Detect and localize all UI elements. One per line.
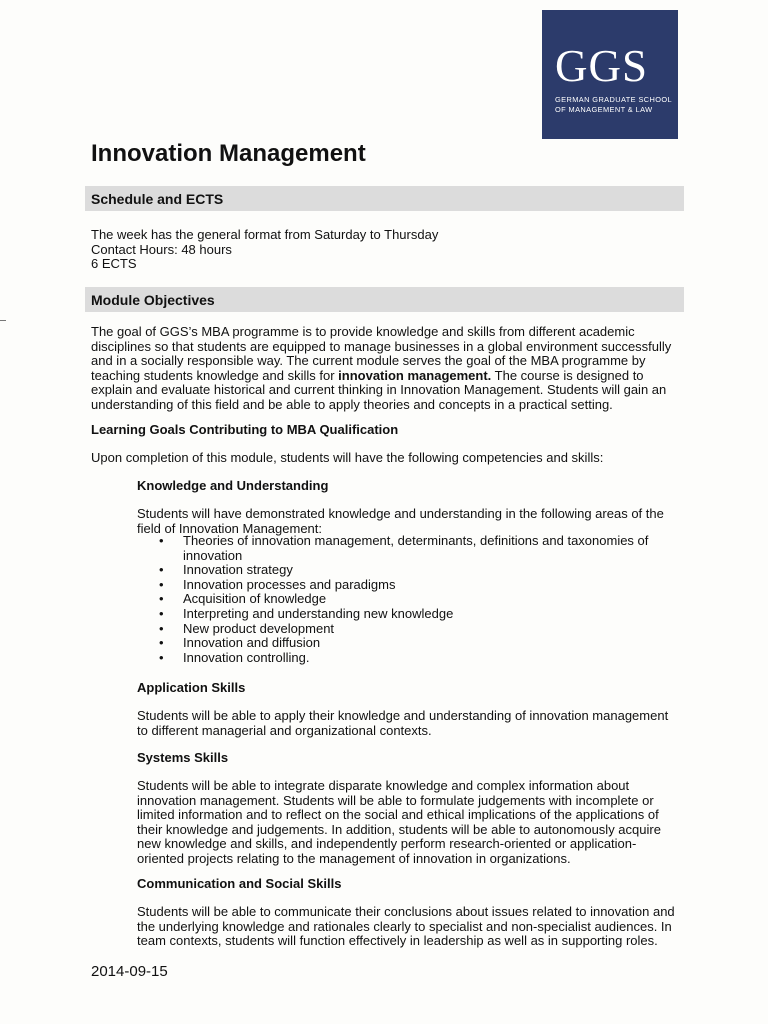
margin-tick xyxy=(0,320,6,321)
knowledge-text xyxy=(137,507,682,536)
bullet-icon: • xyxy=(159,649,164,665)
systems-line: Students will be able to integrate disparate knowledge and complex information about xyxy=(137,778,630,793)
bullet-icon: • xyxy=(159,605,164,621)
logo-line-1: GERMAN GRADUATE SCHOOL xyxy=(555,95,673,104)
systems-line: their knowledge and judgements. In addition, students will be able to autonomously acquire xyxy=(137,821,661,837)
knowledge-bullet-list xyxy=(137,534,667,665)
communication-line: team contexts, students will function effectively in leadership as well as in supporting roles. xyxy=(137,933,658,948)
learning-goals-intro: Upon completion of this module, students will have the following competencies and skills: xyxy=(91,450,604,465)
application-heading: Application Skills xyxy=(137,680,246,695)
list-item-text: Innovation and diffusion xyxy=(183,635,321,651)
list-item xyxy=(137,592,667,607)
systems-heading: Systems Skills xyxy=(137,750,229,765)
section-heading-objectives: Module Objectives xyxy=(85,287,684,312)
list-item xyxy=(137,636,667,651)
list-item-text: New product development xyxy=(183,620,335,636)
intro-text-segment: The course is designed to xyxy=(491,367,644,383)
logo-subtitle xyxy=(555,95,678,115)
schedule-line: 6 ECTS xyxy=(91,256,137,271)
list-item xyxy=(137,578,667,593)
application-line: Students will be able to apply their knowledge and understanding of innovation management xyxy=(137,708,669,723)
knowledge-heading: Knowledge and Understanding xyxy=(137,478,329,493)
list-item xyxy=(137,607,667,622)
section-heading-schedule: Schedule and ECTS xyxy=(85,186,684,211)
bullet-icon: • xyxy=(159,533,164,548)
communication-line: the underlying knowledge and rationales clearly to specialist and non-specialist audiences. In xyxy=(137,918,672,934)
communication-text xyxy=(137,905,682,949)
systems-text xyxy=(137,779,682,866)
list-item-text: Innovation strategy xyxy=(183,562,293,578)
list-item xyxy=(137,534,667,563)
list-item-text: Innovation controlling. xyxy=(183,649,310,665)
schedule-text xyxy=(91,228,681,272)
logo-mark: GGS xyxy=(555,41,649,91)
bullet-icon: • xyxy=(159,562,164,578)
communication-heading: Communication and Social Skills xyxy=(137,876,342,891)
bullet-icon: • xyxy=(159,576,164,592)
systems-line: new knowledge and skills, and independently perform research-oriented or application- xyxy=(137,836,637,851)
intro-line: explain and evaluate historical and current thinking in Innovation Management. Students will gain an xyxy=(91,382,667,397)
bullet-icon: • xyxy=(159,635,164,651)
list-item-text: Innovation processes and paradigms xyxy=(183,576,396,592)
communication-line: Students will be able to communicate their conclusions about issues related to innovation and xyxy=(137,904,675,919)
list-item-text: Acquisition of knowledge xyxy=(183,591,327,607)
page-title: Innovation Management xyxy=(91,140,366,167)
schedule-line: The week has the general format from Saturday to Thursday xyxy=(91,227,439,242)
intro-line xyxy=(91,369,681,384)
bullet-icon: • xyxy=(159,620,164,636)
list-item xyxy=(137,622,667,637)
systems-line: oriented projects relating to the management of innovation in organizations. xyxy=(137,850,571,866)
application-line: to different managerial and organizational contexts. xyxy=(137,722,432,738)
list-item xyxy=(137,563,667,578)
intro-line: disciplines so that students are equipped to manage businesses in a global environment successfully xyxy=(91,338,672,354)
ggs-logo xyxy=(542,10,678,139)
learning-goals-heading: Learning Goals Contributing to MBA Qualification xyxy=(91,422,399,437)
intro-line: understanding of this field and be able to apply theories and concepts in a practical setting. xyxy=(91,396,613,412)
intro-text-segment: teaching students knowledge and skills for xyxy=(91,367,339,383)
list-item-text: Interpreting and understanding new knowledge xyxy=(183,605,454,621)
application-text xyxy=(137,709,682,738)
systems-line: limited information and to reflect on the social and ethical implications of the applications of xyxy=(137,807,659,822)
objectives-intro xyxy=(91,325,681,412)
footer-date: 2014-09-15 xyxy=(91,963,168,980)
systems-line: innovation management. Students will be able to formulate judgements with incomplete or xyxy=(137,792,654,808)
knowledge-line: field of Innovation Management: xyxy=(137,520,323,536)
schedule-line: Contact Hours: 48 hours xyxy=(91,241,232,257)
list-item-text: Theories of innovation management, determinants, definitions and taxonomies of innovation xyxy=(183,533,649,563)
logo-line-2: OF MANAGEMENT & LAW xyxy=(555,105,653,114)
knowledge-line: Students will have demonstrated knowledge and understanding in the following areas of the xyxy=(137,506,664,521)
list-item xyxy=(137,651,667,666)
intro-line: The goal of GGS’s MBA programme is to provide knowledge and skills from different academic xyxy=(91,324,635,339)
intro-emphasis: innovation management. xyxy=(338,367,492,383)
bullet-icon: • xyxy=(159,591,164,607)
intro-line: and in a socially responsible way. The current module serves the goal of the MBA programme by xyxy=(91,353,646,368)
